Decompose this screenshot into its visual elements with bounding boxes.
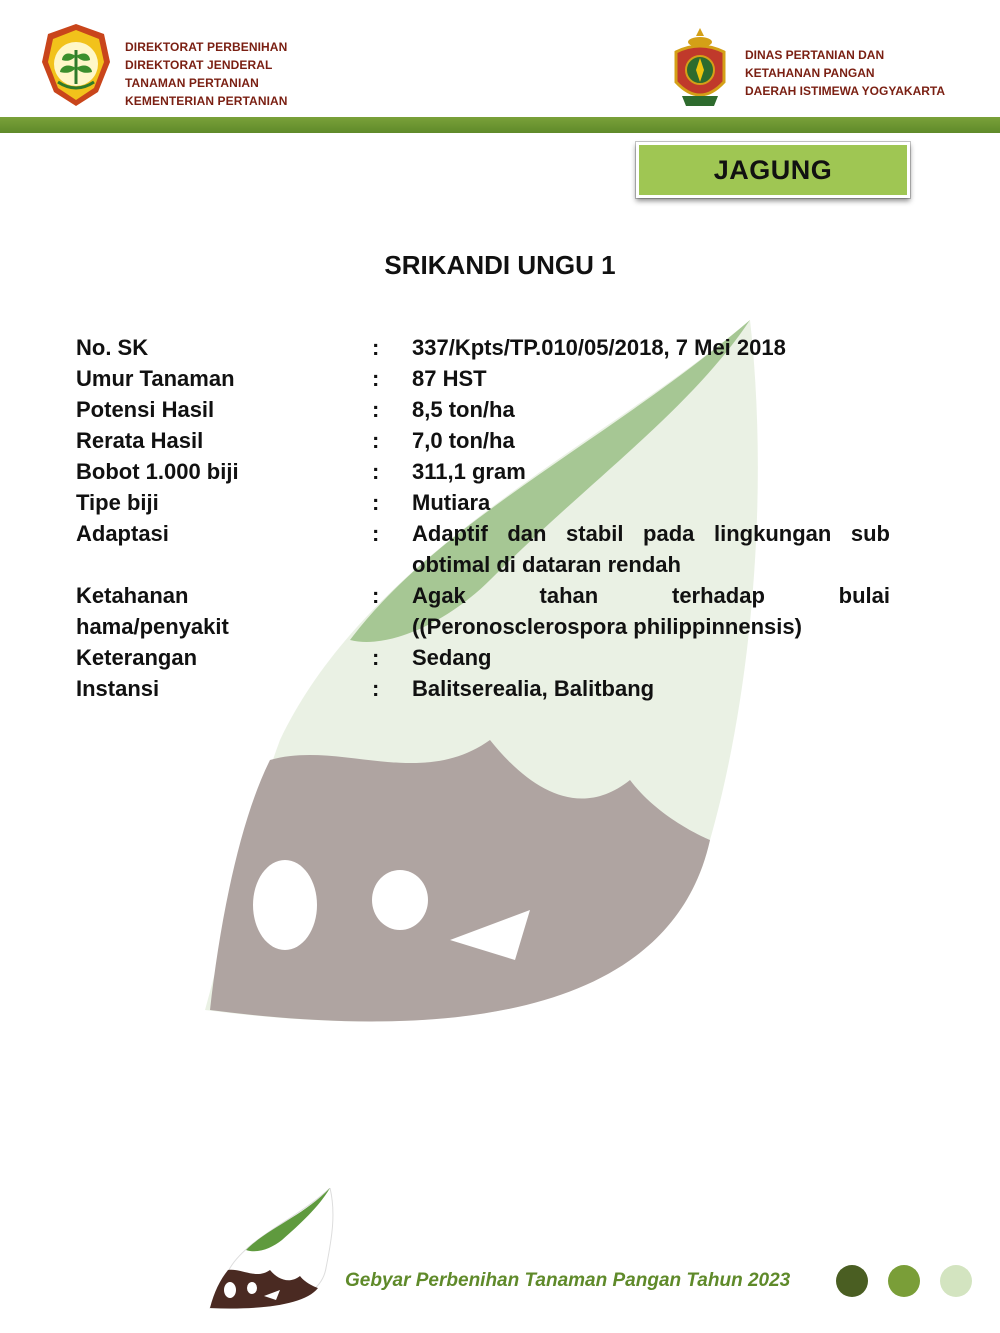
left-org-line: TANAMAN PERTANIAN xyxy=(125,76,259,90)
info-label: Keterangan xyxy=(76,645,198,670)
left-org-line: KEMENTERIAN PERTANIAN xyxy=(125,94,288,108)
info-value-line: Agak tahan terhadap bulai xyxy=(412,583,890,608)
info-label-line: hama/penyakit xyxy=(76,614,229,639)
info-label: Instansi xyxy=(76,676,160,701)
info-row-ketahanan xyxy=(76,580,890,642)
info-colon: : xyxy=(372,583,380,608)
left-org-line: DIREKTORAT PERBENIHAN xyxy=(125,40,288,54)
info-row-tipe-biji xyxy=(76,487,890,518)
info-value: 337/Kpts/TP.010/05/2018, 7 Mei 2018 xyxy=(412,335,786,360)
info-label: Adaptasi xyxy=(76,521,169,546)
info-colon: : xyxy=(372,490,380,515)
variety-info-table xyxy=(76,332,890,704)
info-row-rerata-hasil xyxy=(76,425,890,456)
info-colon: : xyxy=(372,459,380,484)
info-label: No. SK xyxy=(76,335,149,360)
info-value: 311,1 gram xyxy=(412,459,526,484)
info-value: 7,0 ton/ha xyxy=(412,428,515,453)
right-organization-name xyxy=(745,46,945,100)
right-org-line: DAERAH ISTIMEWA YOGYAKARTA xyxy=(745,84,946,98)
info-row-potensi-hasil xyxy=(76,394,890,425)
seed-leaf-logo-icon xyxy=(208,1188,338,1310)
right-org-line: KETAHANAN PANGAN xyxy=(745,66,875,80)
commodity-badge: JAGUNG xyxy=(636,142,910,198)
info-label: Umur Tanaman xyxy=(76,366,235,391)
page-title: SRIKANDI UNGU 1 xyxy=(384,250,616,280)
info-colon: : xyxy=(372,366,380,391)
footer-event-title: Gebyar Perbenihan Tanaman Pangan Tahun 2023 xyxy=(345,1270,791,1291)
header-divider-bar xyxy=(0,117,1000,133)
ministry-of-agriculture-emblem-icon xyxy=(38,22,114,108)
info-colon: : xyxy=(372,645,380,670)
yogyakarta-crest-icon xyxy=(668,26,732,112)
footer-dot-medium xyxy=(888,1265,920,1297)
right-org-line: DINAS PERTANIAN DAN xyxy=(745,48,885,62)
info-label-line: Ketahanan xyxy=(76,583,189,608)
info-row-instansi xyxy=(76,673,890,704)
info-row-bobot xyxy=(76,456,890,487)
info-value: Sedang xyxy=(412,645,492,670)
info-value: Mutiara xyxy=(412,490,491,515)
info-value-line: obtimal di dataran rendah xyxy=(412,552,681,577)
info-row-no-sk xyxy=(76,332,890,363)
info-row-adaptasi xyxy=(76,518,890,580)
info-colon: : xyxy=(372,428,380,453)
left-org-line: DIREKTORAT JENDERAL xyxy=(125,58,273,72)
info-colon: : xyxy=(372,335,380,360)
info-row-umur-tanaman xyxy=(76,363,890,394)
info-value xyxy=(412,580,890,642)
info-value-line: ((Peronosclerospora philippinnensis) xyxy=(412,614,802,639)
info-value-line: Adaptif dan stabil pada lingkungan sub xyxy=(412,521,890,546)
left-organization-name xyxy=(125,38,288,110)
footer-dot-light xyxy=(940,1265,972,1297)
info-label: Bobot 1.000 biji xyxy=(76,459,239,484)
info-colon: : xyxy=(372,521,380,546)
info-value: 87 HST xyxy=(412,366,487,391)
info-row-keterangan xyxy=(76,642,890,673)
info-label: Rerata Hasil xyxy=(76,428,204,453)
info-colon: : xyxy=(372,676,380,701)
info-label: Tipe biji xyxy=(76,490,159,515)
info-value: Balitserealia, Balitbang xyxy=(412,676,655,701)
footer-dot-dark xyxy=(836,1265,868,1297)
info-label: Potensi Hasil xyxy=(76,397,215,422)
info-colon: : xyxy=(372,397,380,422)
info-value: 8,5 ton/ha xyxy=(412,397,515,422)
info-label xyxy=(76,580,372,642)
info-value xyxy=(412,518,890,580)
